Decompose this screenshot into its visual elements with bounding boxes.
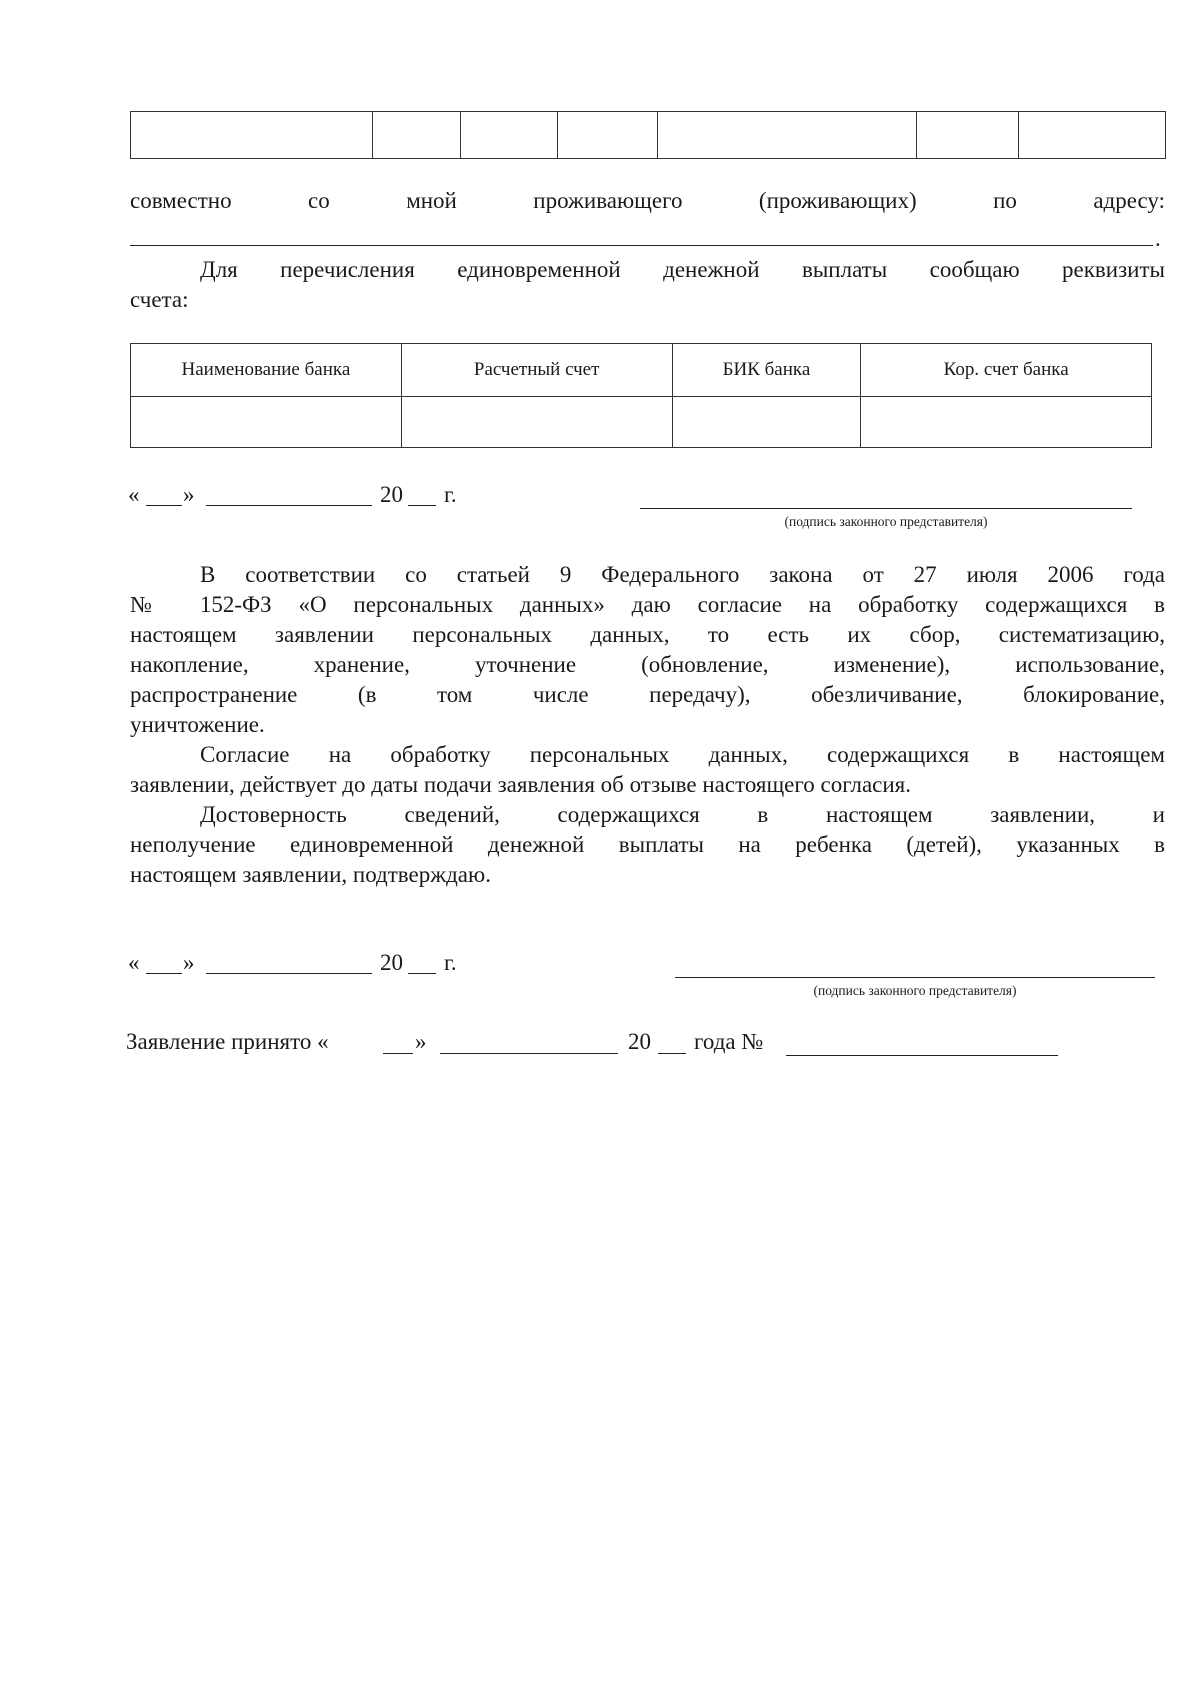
year-prefix: 20 bbox=[380, 950, 403, 975]
address-word: со bbox=[308, 188, 330, 213]
year-fill-line[interactable] bbox=[408, 505, 436, 506]
month-fill-line[interactable] bbox=[206, 505, 372, 506]
top-table-cell[interactable] bbox=[1019, 112, 1166, 159]
year-fill-line[interactable] bbox=[408, 973, 436, 974]
top-empty-table bbox=[130, 111, 1166, 159]
address-word: мной bbox=[406, 188, 457, 213]
bank-name-header: Наименование банка bbox=[131, 344, 402, 397]
corr-account-cell[interactable] bbox=[861, 397, 1152, 448]
top-table-cell[interactable] bbox=[657, 112, 916, 159]
address-word: по bbox=[993, 188, 1017, 213]
account-header: Расчетный счет bbox=[401, 344, 672, 397]
top-table-cell[interactable] bbox=[131, 112, 373, 159]
account-cell[interactable] bbox=[401, 397, 672, 448]
bank-intro bbox=[130, 255, 1165, 315]
bank-table-header-row bbox=[131, 344, 1152, 397]
consent-line: В соответствии со статьей 9 Федерального закона от 27 июля 2006 года bbox=[200, 562, 1165, 587]
year-prefix: 20 bbox=[380, 482, 403, 507]
address-end-mark: . bbox=[1155, 226, 1161, 251]
bank-intro-line: Для перечисления единовременной денежной выплаты сообщаю реквизиты bbox=[200, 257, 1165, 282]
accepted-close-quote: » bbox=[415, 1029, 427, 1054]
accepted-day-line[interactable] bbox=[383, 1053, 413, 1054]
month-fill-line[interactable] bbox=[206, 973, 372, 974]
bank-details-table bbox=[130, 343, 1152, 448]
consent-line: накопление, хранение, уточнение (обновление, изменение), использование, bbox=[130, 652, 1165, 677]
day-fill-line[interactable] bbox=[146, 505, 182, 506]
address-word: проживающего bbox=[533, 188, 683, 213]
consent-line: неполучение единовременной денежной выплаты на ребенка (детей), указанных в bbox=[130, 832, 1165, 857]
top-table-cell[interactable] bbox=[461, 112, 557, 159]
date-close-quote: » bbox=[183, 950, 195, 975]
accepted-year-word: года № bbox=[694, 1029, 764, 1054]
address-line bbox=[130, 186, 1165, 216]
address-word: совместно bbox=[130, 188, 232, 213]
day-fill-line[interactable] bbox=[146, 973, 182, 974]
bank-table-value-row bbox=[131, 397, 1152, 448]
date-open-quote: « bbox=[128, 950, 140, 975]
accepted-month-line[interactable] bbox=[440, 1053, 618, 1054]
consent-line: Согласие на обработку персональных данных, содержащихся в настоящем bbox=[200, 742, 1165, 767]
date-open-quote: « bbox=[128, 482, 140, 507]
year-suffix: г. bbox=[444, 950, 457, 975]
accepted-number-line[interactable] bbox=[786, 1055, 1058, 1056]
consent-line: уничтожение. bbox=[130, 712, 265, 737]
corr-account-header: Кор. счет банка bbox=[861, 344, 1152, 397]
signature-caption: (подпись законного представителя) bbox=[813, 983, 1017, 998]
bank-intro-line: счета: bbox=[130, 287, 189, 312]
signature-line[interactable] bbox=[640, 508, 1132, 509]
accepted-year-line[interactable] bbox=[658, 1053, 686, 1054]
address-word: адресу: bbox=[1093, 188, 1166, 213]
top-table-cell[interactable] bbox=[916, 112, 1018, 159]
top-table-cell[interactable] bbox=[557, 112, 657, 159]
consent-line: Достоверность сведений, содержащихся в настоящем заявлении, и bbox=[200, 802, 1165, 827]
consent-paragraph-1 bbox=[130, 560, 1165, 890]
signature-line[interactable] bbox=[675, 977, 1155, 978]
year-suffix: г. bbox=[444, 482, 457, 507]
address-fill-line[interactable] bbox=[130, 245, 1153, 246]
top-table-cell[interactable] bbox=[373, 112, 461, 159]
consent-line: настоящем заявлении персональных данных, то есть их сбор, систематизацию, bbox=[130, 622, 1165, 647]
consent-line: настоящем заявлении, подтверждаю. bbox=[130, 862, 491, 887]
bik-cell[interactable] bbox=[672, 397, 861, 448]
consent-line: распространение (в том числе передачу), обезличивание, блокирование, bbox=[130, 682, 1165, 707]
consent-line: № 152-ФЗ «О персональных данных» даю согласие на обработку содержащихся в bbox=[130, 592, 1165, 617]
accepted-prefix: Заявление принято « bbox=[126, 1029, 329, 1054]
accepted-year-prefix: 20 bbox=[628, 1029, 651, 1054]
signature-caption: (подпись законного представителя) bbox=[784, 514, 988, 529]
bank-name-cell[interactable] bbox=[131, 397, 402, 448]
address-word: (проживающих) bbox=[758, 188, 917, 213]
date-close-quote: » bbox=[183, 482, 195, 507]
consent-line: заявлении, действует до даты подачи заявления об отзыве настоящего согласия. bbox=[130, 772, 912, 797]
bik-header: БИК банка bbox=[672, 344, 861, 397]
